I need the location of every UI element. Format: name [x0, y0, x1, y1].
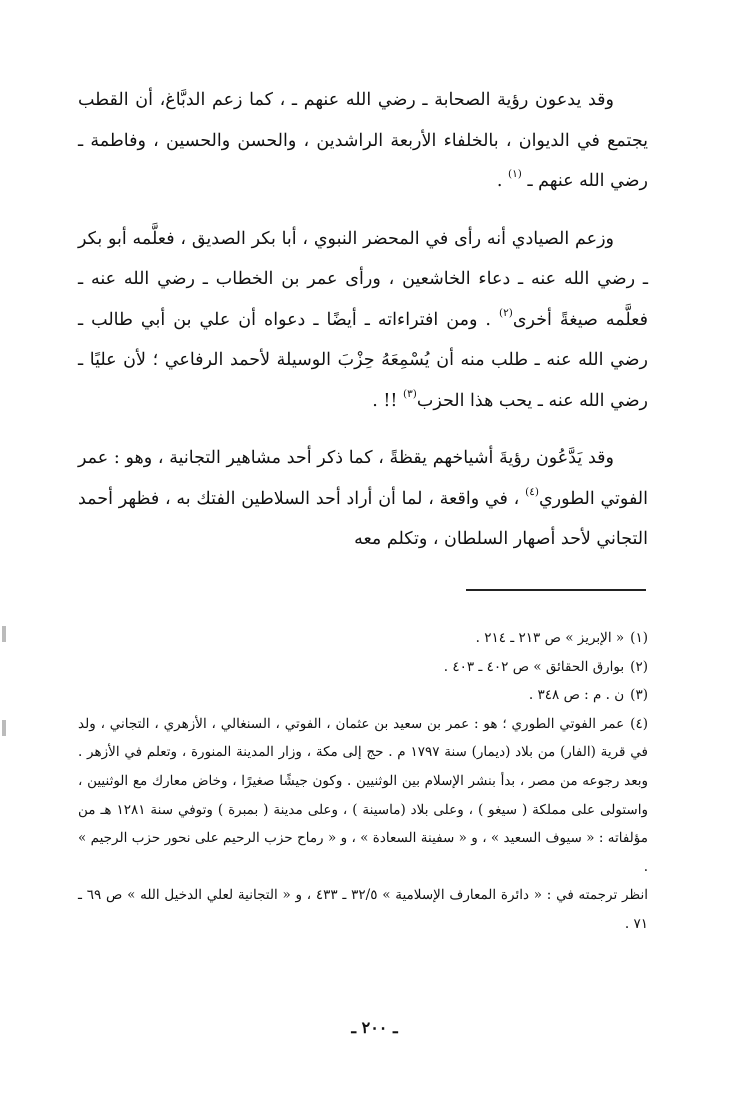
footnote — [78, 881, 648, 938]
text-run: !! . — [372, 390, 404, 411]
footnote-text: « الإبريز » ص ٢١٣ ـ ٢١٤ . — [475, 630, 625, 646]
text-run: . — [496, 171, 509, 191]
footnote — [78, 681, 648, 710]
text-run: وقد يَدَّعُون رؤيةَ أشياخهم يقظةً ، كما ذكر أحد مشاهير التجانية ، وهو : عمر الفوتي الطوري — [78, 448, 648, 509]
text-run: وزعم الصيادي أنه رأى في المحضر النبوي ، أبا بكر الصديق ، فعلَّمه أبو بكر ـ رضي الله عنه ـ دعاء الخاشعين ، ورأى عمر بن الخطاب ـ رضي الله عنه ـ فعلَّمه صيغةً أخرى — [78, 228, 648, 330]
footnote-reference: (٤) — [525, 485, 539, 498]
footnote — [78, 624, 648, 653]
text-run: وقد يدعون رؤية الصحابة ـ رضي الله عنهم ـ ، كما زعم الدبَّاغ، أن القطب يجتمع في الديوان ، بالخلفاء الأربعة الراشدين ، والحسن والحسين ، وفاطمة ـ رضي الله عنهم ـ — [78, 90, 648, 191]
footnote — [78, 710, 648, 882]
footnote-text: بوارق الحقائق » ص ٤٠٢ ـ ٤٠٣ . — [443, 658, 625, 675]
text-run: ، في واقعة ، لما أن أراد أحد السلاطين الفتك به ، فظهر أحمد التجاني لأحد أصهار السلطان ، وتكلم معه — [78, 488, 648, 549]
footnote-number: (٣) — [630, 687, 648, 704]
scan-edge-mark — [2, 720, 6, 736]
footnotes — [78, 624, 648, 939]
paragraph — [78, 438, 648, 560]
footnote-separator — [466, 589, 646, 591]
footnote-text: عمر الفوتي الطوري ؛ هو : عمر بن سعيد بن عثمان ، الفوتي ، السنغالي ، الأزهري ، التجاني ، ولد في قرية (الفار) من بلاد (ديمار) سنة ١٧٩٧ م . حج إلى مكة ، وزار المدينة المنورة ، وتعلم في الأزهر . وبعد رجوعه من مصر ، بدأ بنشر الإسلام بين الوثنيين . وكون جيشًا صغيرًا ، وخاض معارك مع الوثنيين ، واستولى على مملكة ( سيغو ) ، وعلى بلاد (ماسينة ) ، وعلى مدينة ( بمبرة ) وتوفي سنة ١٢٨١ هـ من مؤلفاته : « سيوف السعيد » ، و « سفينة السعادة » ، و « رماح حزب الرحيم على نحور حزب الرجيم » . — [78, 715, 648, 875]
footnote-text: انظر ترجمته في : « دائرة المعارف الإسلامية » ٣٢/٥ ـ ٤٣٣ ، و « التجانية لعلي الدخيل الله » ص ٦٩ ـ ٧١ . — [78, 887, 648, 932]
paragraph — [78, 219, 648, 422]
footnote — [78, 653, 648, 682]
main-text — [78, 80, 648, 577]
footnote-text: ن . م : ص ٣٤٨ . — [528, 687, 625, 704]
footnote-number: (٤) — [630, 715, 648, 732]
scan-edge-mark — [2, 626, 6, 642]
footnote-reference: (٣) — [403, 387, 417, 400]
footnote-reference: (١) — [508, 168, 522, 180]
footnote-reference: (٢) — [499, 306, 513, 319]
footnote-number: (٢) — [630, 658, 648, 675]
page-number: ـ ٢٠٠ ـ — [351, 1018, 398, 1037]
footnote-number: (١) — [630, 630, 648, 646]
text-run: . ومن افتراءاته ـ أيضًا ـ دعواه أن علي بن أبي طالب ـ رضي الله عنه ـ طلب منه أن يُسْمِعَهُ حِزْبَ الوسيلة لأحمد الرفاعي ؛ لأن عليًا ـ رضي الله عنه ـ يحب هذا الحزب — [78, 309, 648, 411]
paragraph — [78, 80, 648, 202]
